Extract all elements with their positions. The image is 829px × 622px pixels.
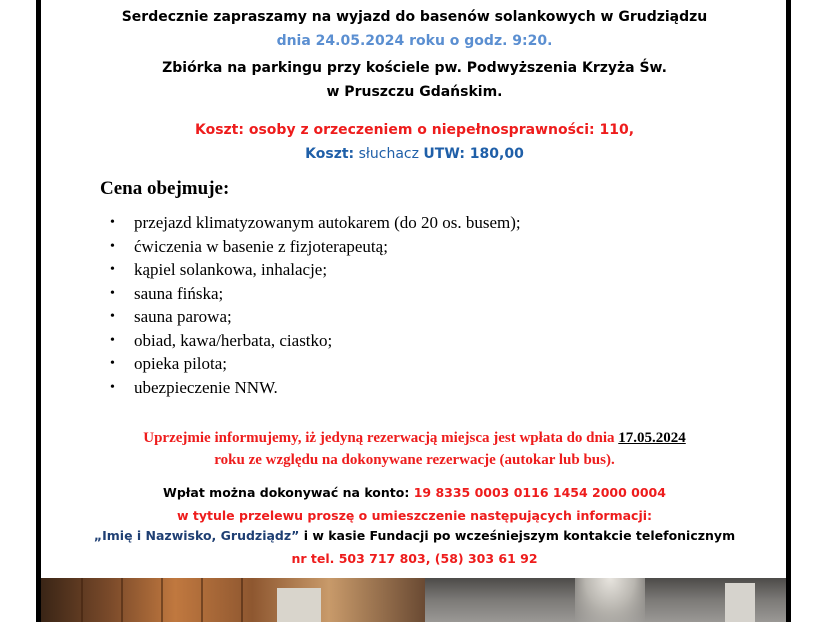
- bullet-icon: •: [110, 215, 115, 230]
- bullet-icon: •: [110, 332, 115, 348]
- list-item: • kąpiel solankowa, inhalacje;: [110, 258, 521, 282]
- steam-room-photo: [425, 578, 786, 622]
- cost-student-text: słuchacz: [354, 146, 424, 162]
- account-number: 19 8335 0003 0116 1454 2000 0004: [413, 485, 666, 500]
- payment-info: „Imię i Nazwisko, Grudziądz” i w kasie Fundacji po wcześniejszym kontakcie telefonicznym: [93, 528, 736, 543]
- includes-title: Cena obejmuje:: [100, 178, 230, 199]
- payment-account: Wpłat można dokonywać na konto: 19 8335 0003 0116 1454 2000 0004: [163, 485, 666, 500]
- cost-utw: UTW: 180,00: [423, 146, 524, 162]
- heading-location: w Pruszczu Gdańskim.: [326, 84, 503, 100]
- payment-transfer-title: w tytule przelewu proszę o umieszczenie następujących informacji:: [176, 508, 653, 523]
- list-item: • opieka pilota;: [110, 352, 521, 376]
- list-item: • sauna fińska;: [110, 282, 521, 306]
- bullet-icon: •: [110, 285, 115, 301]
- list-item: • ubezpieczenie NNW.: [110, 376, 521, 400]
- notice-line-2: roku ze względu na dokonywane rezerwacje (autokar lub bus).: [214, 452, 615, 468]
- cost-disability: Koszt: osoby z orzeczeniem o niepełnosprawności: 110,: [194, 122, 635, 138]
- deadline-date: 17.05.2024: [618, 430, 686, 446]
- cost-label: Koszt:: [305, 146, 355, 162]
- bullet-icon: •: [110, 238, 115, 254]
- heading-line-1: Serdecznie zapraszamy na wyjazd do basenów solankowych w Grudziądzu: [121, 9, 708, 25]
- transfer-quote: „Imię i Nazwisko, Grudziądz”: [93, 528, 300, 543]
- cost-student: [0, 146, 829, 162]
- sauna-photo: [41, 578, 425, 622]
- list-item: • przejazd klimatyzowanym autokarem (do 20 os. busem);: [110, 211, 521, 235]
- list-item: • ćwiczenia w basenie z fizjoterapeutą;: [110, 235, 521, 259]
- list-item: • sauna parowa;: [110, 305, 521, 329]
- bullet-icon: •: [110, 309, 115, 324]
- bullet-icon: •: [110, 379, 115, 395]
- list-item: • obiad, kawa/herbata, ciastko;: [110, 329, 521, 353]
- heading-date: dnia 24.05.2024 roku o godz. 9:20.: [276, 33, 553, 49]
- bullet-icon: •: [110, 356, 115, 371]
- bullet-icon: •: [110, 262, 115, 277]
- phone-numbers: nr tel. 503 717 803, (58) 303 61 92: [291, 551, 538, 566]
- notice-line-1: Uprzejmie informujemy, iż jedyną rezerwacją miejsca jest wpłata do dnia 17.05.2024: [143, 430, 686, 446]
- heading-meeting-point: Zbiórka na parkingu przy kościele pw. Podwyższenia Krzyża Św.: [162, 60, 667, 76]
- includes-list: [110, 211, 521, 399]
